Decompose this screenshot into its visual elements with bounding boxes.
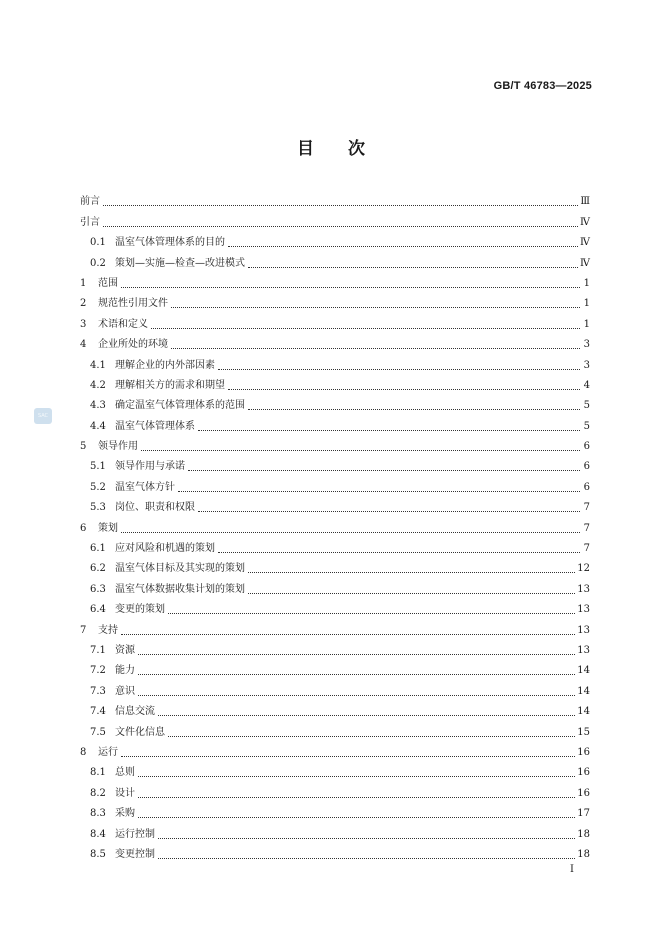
toc-entry-number: 8 — [80, 746, 87, 758]
toc-entry-number: 5.1 — [90, 461, 106, 473]
toc-entry-label: 变更的策划 — [115, 604, 165, 616]
toc-entry-number: 4.3 — [90, 400, 106, 412]
toc-entry[interactable] — [80, 739, 590, 759]
toc-entry-label: 领导作用 — [98, 441, 138, 453]
toc-entry[interactable] — [80, 188, 590, 208]
toc-entry-number: 7.4 — [90, 706, 106, 718]
toc-entry-page: 7 — [583, 543, 590, 555]
toc-entry-page: 14 — [577, 685, 590, 697]
toc-entry-label: 温室气体数据收集计划的策划 — [115, 583, 245, 595]
dot-leader — [198, 429, 580, 431]
dot-leader — [121, 286, 580, 288]
toc-entry-label: 温室气体管理体系 — [115, 420, 195, 432]
toc-entry-page: 18 — [577, 848, 590, 860]
toc-entry-label: 采购 — [115, 808, 135, 820]
toc-entry[interactable] — [80, 779, 590, 799]
toc-entry[interactable] — [80, 718, 590, 738]
toc-entry-label: 温室气体目标及其实现的策划 — [115, 563, 245, 575]
toc-entry-number: 7 — [80, 624, 87, 636]
dot-leader — [138, 775, 575, 777]
toc-entry-label: 信息交流 — [115, 706, 155, 718]
toc-entry-page: 6 — [583, 441, 590, 453]
toc-entry-page: 4 — [583, 379, 590, 391]
dot-leader — [178, 490, 580, 492]
toc-entry-label: 运行控制 — [115, 828, 155, 840]
dot-leader — [121, 531, 580, 533]
toc-entry[interactable] — [80, 453, 590, 473]
toc-entry-page: 17 — [577, 808, 590, 820]
toc-entry-label: 策划 — [98, 522, 118, 534]
toc-entry[interactable] — [80, 800, 590, 820]
toc-entry-page: 18 — [577, 828, 590, 840]
toc-entry[interactable] — [80, 759, 590, 779]
toc-entry[interactable] — [80, 514, 590, 534]
toc-entry-number: 8.5 — [90, 848, 106, 860]
toc-entry-label: 领导作用与承诺 — [115, 461, 185, 473]
toc-entry-label: 温室气体管理体系的目的 — [115, 237, 225, 249]
toc-entry-page: 3 — [583, 359, 590, 371]
toc-entry-page: 1 — [583, 277, 590, 289]
toc-entry-number: 7.5 — [90, 726, 106, 738]
toc-entry[interactable] — [80, 208, 590, 228]
toc-entry-page: 5 — [583, 420, 590, 432]
toc-entry-number: 2 — [80, 298, 87, 310]
toc-entry-number: 8.4 — [90, 828, 106, 840]
toc-entry-page: 13 — [577, 624, 590, 636]
toc-entry[interactable] — [80, 494, 590, 514]
toc-entry-page: 15 — [577, 726, 590, 738]
toc-entry[interactable] — [80, 351, 590, 371]
toc-entry-label: 应对风险和机遇的策划 — [115, 543, 215, 555]
toc-entry-label: 支持 — [98, 624, 118, 636]
toc-entry-number: 6 — [80, 522, 87, 534]
toc-entry-number: 8.2 — [90, 787, 106, 799]
dot-leader — [168, 735, 575, 737]
dot-leader — [158, 837, 575, 839]
dot-leader — [218, 551, 580, 553]
toc-entry[interactable] — [80, 331, 590, 351]
dot-leader — [248, 592, 575, 594]
toc-entry-number: 4.2 — [90, 379, 106, 391]
toc-entry-label: 术语和定义 — [98, 318, 148, 330]
dot-leader — [171, 347, 580, 349]
page-title: 目次 — [297, 139, 399, 159]
toc-entry-number: 7.1 — [90, 644, 106, 656]
toc-entry-number: 8.1 — [90, 767, 106, 779]
toc-entry-label: 前言 — [80, 196, 100, 208]
toc-entry-number: 7.3 — [90, 685, 106, 697]
dot-leader — [138, 694, 575, 696]
toc-entry[interactable] — [80, 290, 590, 310]
toc-entry[interactable] — [80, 249, 590, 269]
toc-entry[interactable] — [80, 229, 590, 249]
dot-leader — [188, 469, 580, 471]
toc-entry-page: 13 — [577, 604, 590, 616]
dot-leader — [103, 204, 578, 206]
table-of-contents — [80, 188, 590, 861]
toc-entry-number: 6.3 — [90, 583, 106, 595]
toc-entry[interactable] — [80, 473, 590, 493]
toc-entry-label: 引言 — [80, 216, 100, 228]
dot-leader — [158, 857, 575, 859]
toc-entry-number: 5 — [80, 441, 87, 453]
toc-entry-page: Ⅳ — [580, 216, 590, 228]
dot-leader — [121, 755, 575, 757]
toc-entry[interactable] — [80, 372, 590, 392]
toc-entry-label: 温室气体方针 — [115, 481, 175, 493]
toc-entry-label: 总则 — [115, 767, 135, 779]
toc-entry-number: 8.3 — [90, 808, 106, 820]
toc-entry-label: 设计 — [115, 787, 135, 799]
toc-entry[interactable] — [80, 392, 590, 412]
toc-entry-page: 12 — [577, 563, 590, 575]
toc-entry[interactable] — [80, 677, 590, 697]
toc-entry-page: 1 — [583, 318, 590, 330]
toc-entry[interactable] — [80, 841, 590, 861]
toc-entry-number: 7.2 — [90, 665, 106, 677]
toc-entry-page: 16 — [577, 787, 590, 799]
toc-entry[interactable] — [80, 616, 590, 636]
toc-entry-number: 6.2 — [90, 563, 106, 575]
toc-entry[interactable] — [80, 596, 590, 616]
toc-entry-label: 意识 — [115, 685, 135, 697]
toc-entry-label: 变更控制 — [115, 848, 155, 860]
toc-entry-page: 3 — [583, 339, 590, 351]
dot-leader — [228, 388, 580, 390]
toc-entry-page: 14 — [577, 706, 590, 718]
toc-entry-label: 规范性引用文件 — [98, 298, 168, 310]
toc-entry-page: 7 — [583, 522, 590, 534]
toc-entry-page: 14 — [577, 665, 590, 677]
toc-entry-label: 理解相关方的需求和期望 — [115, 379, 225, 391]
toc-entry-label: 能力 — [115, 665, 135, 677]
toc-entry-label: 理解企业的内外部因素 — [115, 359, 215, 371]
toc-entry-page: 1 — [583, 298, 590, 310]
dot-leader — [248, 408, 580, 410]
dot-leader — [218, 368, 580, 370]
toc-entry-label: 岗位、职责和权限 — [115, 502, 195, 514]
toc-entry[interactable] — [80, 270, 590, 290]
toc-entry-number: 4.1 — [90, 359, 106, 371]
dot-leader — [151, 327, 580, 329]
toc-entry-page: Ⅲ — [580, 196, 590, 208]
toc-entry-number: 4.4 — [90, 420, 106, 432]
toc-entry-number: 6.1 — [90, 543, 106, 555]
dot-leader — [158, 714, 575, 716]
toc-entry-label: 策划—实施—检查—改进模式 — [115, 257, 245, 269]
toc-entry-page: 6 — [583, 461, 590, 473]
page-number: I — [570, 864, 574, 875]
toc-entry-number: 1 — [80, 277, 87, 289]
toc-entry-number: 4 — [80, 339, 87, 351]
toc-entry-label: 确定温室气体管理体系的范围 — [115, 400, 245, 412]
dot-leader — [138, 653, 575, 655]
toc-entry-page: 16 — [577, 746, 590, 758]
dot-leader — [171, 306, 580, 308]
dot-leader — [141, 449, 580, 451]
dot-leader — [228, 245, 578, 247]
toc-entry[interactable] — [80, 433, 590, 453]
toc-entry-label: 企业所处的环境 — [98, 339, 168, 351]
toc-entry-number: 0.2 — [90, 257, 106, 269]
dot-leader — [138, 673, 575, 675]
toc-entry-page: 13 — [577, 583, 590, 595]
dot-leader — [121, 633, 575, 635]
toc-entry-label: 运行 — [98, 746, 118, 758]
toc-entry[interactable] — [80, 535, 590, 555]
sac-watermark: SAC — [34, 408, 52, 424]
toc-entry-page: Ⅳ — [580, 237, 590, 249]
dot-leader — [198, 510, 580, 512]
toc-entry-page: 7 — [583, 502, 590, 514]
toc-entry[interactable] — [80, 698, 590, 718]
toc-entry[interactable] — [80, 657, 590, 677]
toc-entry-label: 资源 — [115, 644, 135, 656]
toc-entry-number: 6.4 — [90, 604, 106, 616]
toc-entry-page: 13 — [577, 644, 590, 656]
standard-code: GB/T 46783—2025 — [493, 80, 592, 92]
toc-entry-number: 3 — [80, 318, 87, 330]
toc-entry[interactable] — [80, 575, 590, 595]
toc-entry[interactable] — [80, 310, 590, 330]
toc-entry-page: 6 — [583, 481, 590, 493]
toc-entry[interactable] — [80, 637, 590, 657]
toc-entry-label: 范围 — [98, 277, 118, 289]
toc-entry-number: 5.2 — [90, 481, 106, 493]
dot-leader — [248, 571, 575, 573]
dot-leader — [138, 816, 575, 818]
toc-entry[interactable] — [80, 820, 590, 840]
toc-entry[interactable] — [80, 555, 590, 575]
toc-entry-page: 5 — [583, 400, 590, 412]
toc-entry-number: 0.1 — [90, 237, 106, 249]
dot-leader — [168, 612, 575, 614]
toc-entry-label: 文件化信息 — [115, 726, 165, 738]
toc-entry[interactable] — [80, 412, 590, 432]
toc-entry-page: 16 — [577, 767, 590, 779]
dot-leader — [138, 796, 575, 798]
toc-entry-number: 5.3 — [90, 502, 106, 514]
toc-entry-page: Ⅳ — [580, 257, 590, 269]
dot-leader — [248, 266, 578, 268]
dot-leader — [103, 225, 578, 227]
